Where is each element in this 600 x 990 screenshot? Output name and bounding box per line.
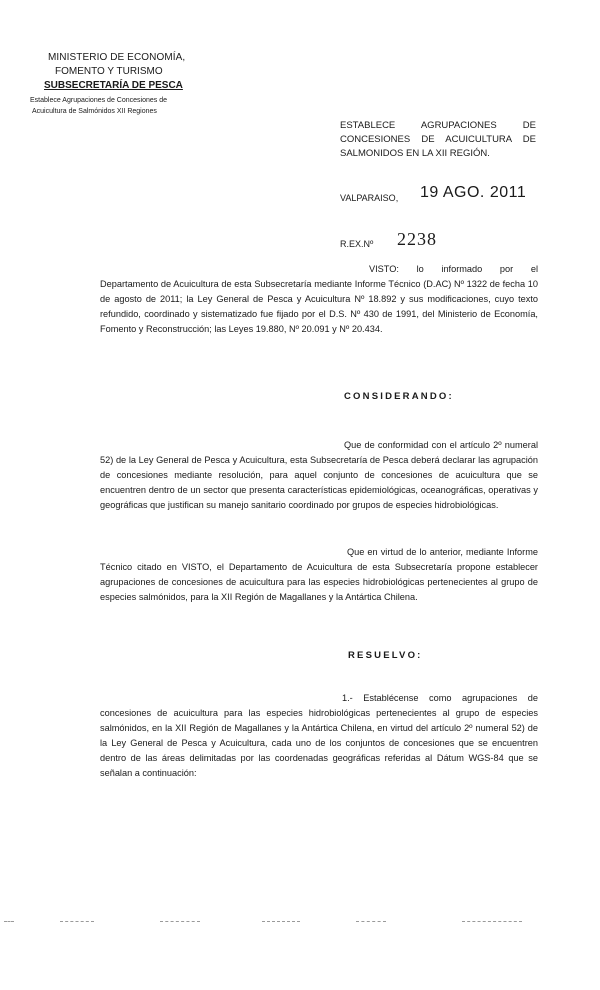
scan-artifact-line: [356, 921, 386, 922]
title-line: SALMONIDOS EN LA XII REGIÓN.: [340, 148, 490, 159]
visto-paragraph: VISTO: lo informado por el Departamento de Acuicultura de esta Subsecretaría mediante Informe Técnico (D.AC) Nº 1322 de fecha 10 de agosto de 2011; la Ley General de Pesca y Acuicultura Nº 18.892 y sus modificaciones, cuyo texto refundido, coordinado y sistematizado fue fijado por el D.S. Nº 430 de 1991, del Ministerio de Economía, Fomento y Reconstrucción; las Leyes 19.880, Nº 20.091 y Nº 20.434.: [100, 264, 538, 334]
resolution-number-label: R.EX.Nº: [340, 239, 374, 249]
stamp-summary-line2: Acuicultura de Salmónidos XII Regiones: [32, 108, 157, 115]
date-stamp: 19 AGO. 2011: [420, 184, 527, 201]
ministry-subtitle: FOMENTO Y TURISMO: [55, 66, 163, 77]
scan-artifact-line: [462, 921, 522, 922]
title-line: ESTABLECE AGRUPACIONES DE: [340, 120, 536, 131]
title-line: CONCESIONES DE ACUICULTURA DE: [340, 134, 536, 145]
considerando-heading: CONSIDERANDO:: [344, 391, 454, 402]
resolution-title: [340, 119, 536, 161]
resolution-number: 2238: [397, 229, 437, 249]
place-label: VALPARAISO,: [340, 193, 399, 203]
stamp-summary-line1: Establece Agrupaciones de Concesiones de: [30, 97, 167, 104]
considerando-paragraph-2: Que en virtud de lo anterior, mediante Informe Técnico citado en VISTO, el Departamento de Acuicultura de esta Subsecretaría propone establecer agrupaciones de concesiones de acuicultura para las especies hidrobiológicas pertenecientes al grupo de especies salmónidos, para la XII Región de Magallanes y la Antártica Chilena.: [100, 547, 538, 602]
ministry-name: MINISTERIO DE ECONOMÍA,: [48, 52, 186, 63]
scan-artifact-line: [160, 921, 200, 922]
subsecretary-name: SUBSECRETARÍA DE PESCA: [44, 80, 183, 91]
resuelvo-paragraph-1: 1.- Establécense como agrupaciones de concesiones de acuicultura para las especies hidrobiológicas pertenecientes al grupo de especies salmónidos, en la XII Región de Magallanes y la Antártica Chilena, en virtud del artículo 2º numeral 52) de la Ley General de Pesca y Acuicultura, cada uno de los conjuntos de concesiones que se encuentren dentro de las áreas delimitadas por las coordenadas geográficas referidas al Dátum WGS-84 que se señalan a continuación:: [100, 693, 538, 778]
scan-artifact-line: [4, 921, 14, 922]
considerando-paragraph-1: Que de conformidad con el artículo 2º numeral 52) de la Ley General de Pesca y Acuicultura, esta Subsecretaría de Pesca deberá declarar las agrupación de concesiones mediante resolución, para aquel conjunto de concesiones de acuicultura que se encuentren dentro de un sector que presenta características epidemiológicas, oceanográficas, operativas y geográficas que justifican su manejo sanitario coordinado por grupos de especies hidrobiológicas.: [100, 440, 538, 510]
scan-artifact-line: [60, 921, 94, 922]
scan-artifact-line: [262, 921, 300, 922]
resuelvo-heading: RESUELVO:: [348, 650, 423, 661]
